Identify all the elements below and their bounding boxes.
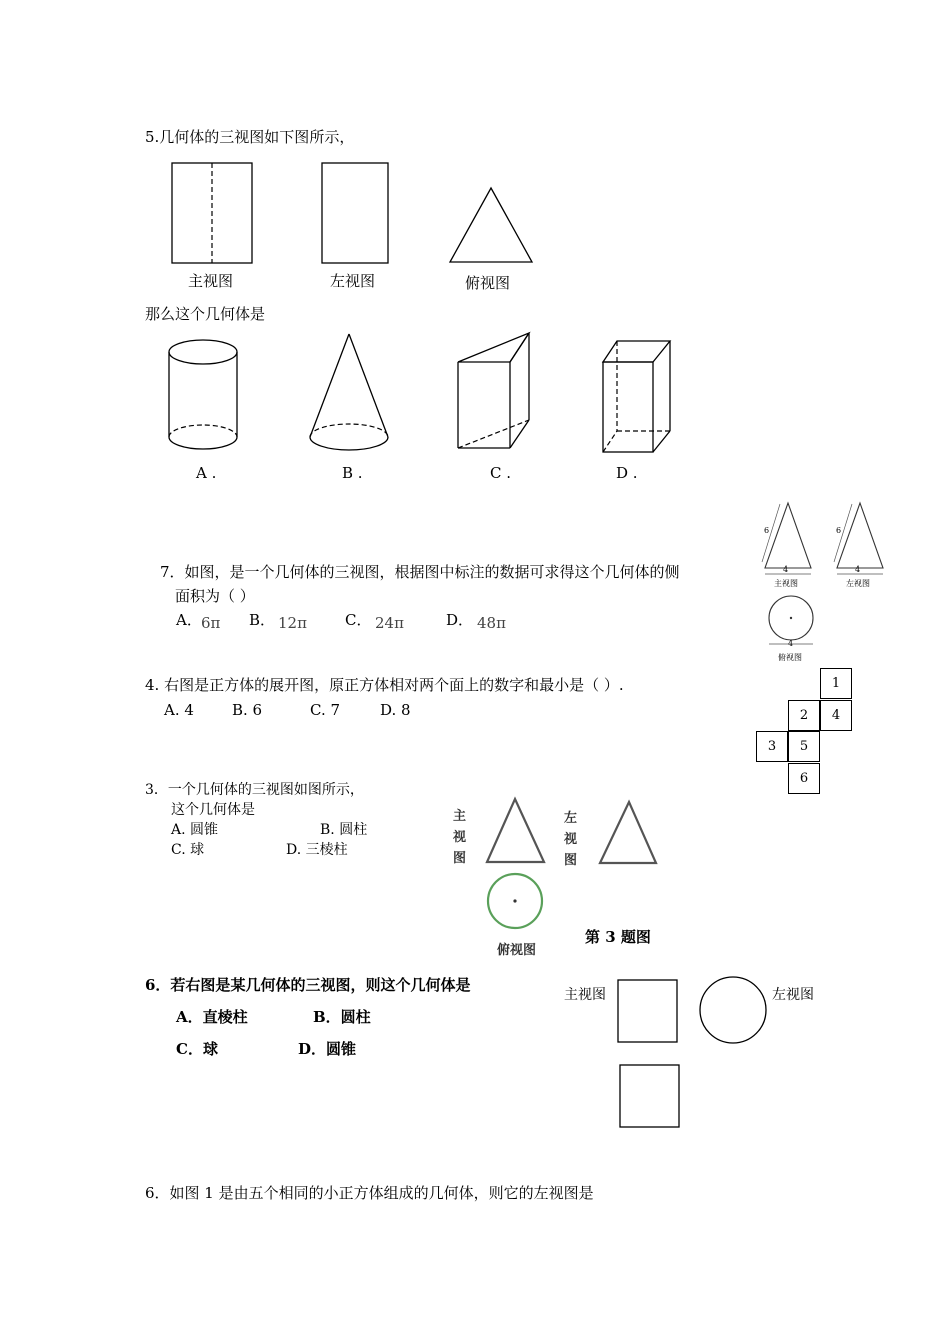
- q7-option-d-value[interactable]: 48π: [477, 614, 506, 632]
- q7-stem-line2: 面积为（ ）: [175, 587, 255, 605]
- net-face: 4: [820, 700, 852, 731]
- q3-top-label: 俯视图: [497, 943, 537, 958]
- q5-option-b-cone[interactable]: [306, 332, 392, 454]
- q5-option-b[interactable]: B .: [342, 464, 363, 482]
- q3-stem-line1: 3．一个几何体的三视图如图所示，: [145, 782, 364, 798]
- q4-stem: 4. 右图是正方体的展开图，原正方体相对两个面上的数字和最小是（ ）.: [145, 676, 624, 694]
- q6a-option-b[interactable]: B．圆柱: [313, 1008, 371, 1026]
- q6a-left-view: [698, 976, 770, 1048]
- q5-option-d[interactable]: D .: [616, 464, 638, 482]
- q6a-front-label: 主视图: [564, 987, 606, 1003]
- q7-option-b-value[interactable]: 12π: [278, 614, 307, 632]
- q3-left-view: [596, 799, 660, 867]
- q3-option-c[interactable]: C. 球: [171, 842, 205, 858]
- q7-front-base: 4: [783, 565, 789, 574]
- q7-option-c-letter[interactable]: C．: [345, 611, 372, 629]
- q4-option-a[interactable]: A. 4: [164, 701, 194, 719]
- net-face: 3: [756, 731, 788, 762]
- q4-option-c[interactable]: C. 7: [310, 701, 341, 719]
- q5-top-label: 俯视图: [465, 274, 511, 292]
- q5-left-label: 左视图: [330, 272, 376, 290]
- q5-stem: 5.几何体的三视图如下图所示，: [145, 128, 355, 146]
- q5-front-view: [170, 162, 260, 266]
- q3-caption: 第 3 题图: [585, 928, 651, 946]
- q3-option-d[interactable]: D. 三棱柱: [286, 842, 348, 858]
- q6a-option-d[interactable]: D．圆锥: [298, 1040, 357, 1058]
- q6a-option-c[interactable]: C．球: [176, 1040, 218, 1058]
- q5-left-view: [320, 162, 392, 266]
- q5-front-label: 主视图: [188, 272, 234, 290]
- q3-top-view: [484, 871, 546, 933]
- q5-option-d-box[interactable]: [600, 338, 674, 456]
- q6b-stem: 6．如图 1 是由五个相同的小正方体组成的几何体，则它的左视图是: [145, 1184, 594, 1202]
- q5-option-a[interactable]: A .: [196, 464, 217, 482]
- q7-option-a-letter[interactable]: A．: [176, 611, 202, 629]
- q7-option-c-value[interactable]: 24π: [375, 614, 404, 632]
- q7-front-label: 主视图: [774, 579, 798, 588]
- q5-top-view: [448, 186, 534, 266]
- q7-left-label: 左视图: [846, 579, 870, 588]
- q7-option-b-letter[interactable]: B．: [249, 611, 276, 629]
- q3-option-b[interactable]: B. 圆柱: [320, 822, 368, 838]
- q6a-top-view: [618, 1063, 682, 1131]
- net-face: 5: [788, 731, 820, 762]
- q4-option-b[interactable]: B. 6: [232, 701, 263, 719]
- q7-top-base: 4: [788, 639, 794, 648]
- q3-front-view: [484, 796, 548, 866]
- q7-front-slant: 6: [764, 526, 770, 535]
- q5-option-c[interactable]: C .: [490, 464, 512, 482]
- q6a-front-view: [616, 978, 680, 1046]
- q3-option-a[interactable]: A. 圆锥: [171, 822, 219, 838]
- q7-left-slant: 6: [836, 526, 842, 535]
- q7-left-base: 4: [855, 565, 861, 574]
- q6a-option-a[interactable]: A．直棱柱: [176, 1008, 248, 1026]
- q3-front-label: 主视图: [453, 809, 467, 866]
- q5-option-c-prism[interactable]: [455, 330, 535, 452]
- net-face: 1: [820, 668, 852, 699]
- q6a-stem: 6．若右图是某几何体的三视图，则这个几何体是: [145, 976, 471, 994]
- q3-stem-line2: 这个几何体是: [171, 802, 255, 818]
- q6a-left-label: 左视图: [772, 987, 814, 1003]
- net-face: 2: [788, 700, 820, 731]
- q5-option-a-cylinder[interactable]: [166, 338, 242, 454]
- net-face: 6: [788, 763, 820, 794]
- q3-left-label: 左视图: [564, 811, 578, 868]
- q7-option-a-value[interactable]: 6π: [201, 614, 221, 632]
- q4-option-d[interactable]: D. 8: [380, 701, 411, 719]
- q7-top-label: 俯视图: [778, 653, 802, 662]
- q7-stem-line1: 7．如图，是一个几何体的三视图，根据图中标注的数据可求得这个几何体的侧: [160, 563, 680, 581]
- q7-option-d-letter[interactable]: D．: [446, 611, 474, 629]
- q5-question: 那么这个几何体是: [145, 305, 266, 323]
